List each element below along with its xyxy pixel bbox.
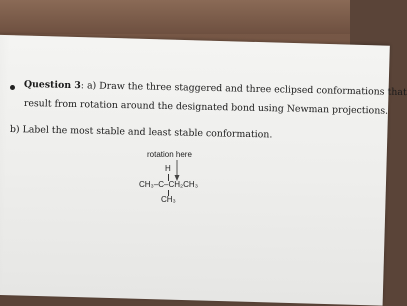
rotation-arrow-icon [173,160,181,182]
methyl-group-label: CH₃ [161,195,176,204]
question-part-a-line-2: result from rotation around the designated bond using Newman projections. [23,98,389,117]
paper-sheet [0,34,390,306]
question-part-b: b) Label the most stable and least stable conformation. [9,124,273,141]
paper-shadow [0,34,10,295]
background-surface [0,0,350,34]
carbon-chain-label: CH₃–C–CH₂CH₃ [139,180,198,189]
rotation-label: rotation here [147,150,192,159]
question-label: Question 3 [23,79,81,92]
hydrogen-atom-label: H [165,164,171,173]
bullet-point [10,85,15,90]
question-part-a-line-1: : a) Draw the three staggered and three eclipsed conformations that [80,80,407,99]
